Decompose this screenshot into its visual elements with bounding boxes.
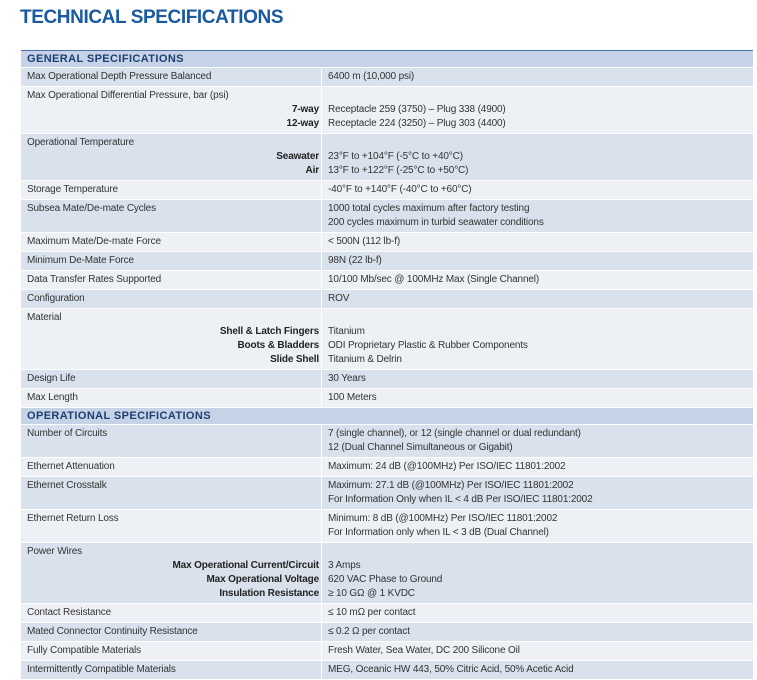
spec-sub-label: Max Operational Voltage: [206, 574, 319, 585]
spec-value-cell: [321, 543, 753, 603]
spec-label-cell: [21, 200, 321, 232]
spec-value: 100 Meters: [328, 392, 377, 403]
spec-sub-label: Max Operational Current/Circuit: [172, 560, 319, 571]
spec-value-cell: [321, 233, 753, 251]
spec-row: [21, 252, 753, 271]
spec-value-cell: [321, 271, 753, 289]
spec-sub-label: Air: [305, 165, 319, 176]
spec-row: [21, 604, 753, 623]
spec-value-cell: [321, 389, 753, 407]
spec-label: Ethernet Attenuation: [27, 461, 115, 472]
spec-label: Design Life: [27, 373, 76, 384]
spec-label: Operational Temperature: [27, 137, 134, 148]
spec-row: [21, 389, 753, 408]
spec-label: Number of Circuits: [27, 428, 108, 439]
spec-row: [21, 87, 753, 134]
spec-value: ≤ 0.2 Ω per contact: [328, 626, 410, 637]
spec-sub-value: Receptacle 259 (3750) – Plug 338 (4900): [328, 104, 506, 115]
spec-row: [21, 290, 753, 309]
spec-label: Power Wires: [27, 546, 83, 557]
spec-value-cell: [321, 425, 753, 457]
spec-label-cell: [21, 252, 321, 270]
spec-row: [21, 642, 753, 661]
spec-label: Max Operational Differential Pressure, bar (psi): [27, 90, 229, 101]
spec-value-cell: [321, 134, 753, 180]
spec-value: ≤ 10 mΩ per contact: [328, 607, 416, 618]
spec-row: [21, 200, 753, 233]
spec-label: Maximum Mate/De-mate Force: [27, 236, 161, 247]
spec-value: Maximum: 24 dB (@100MHz) Per ISO/IEC 11801:2002: [328, 461, 566, 472]
spec-value-cell: [321, 290, 753, 308]
spec-value-cell: [321, 623, 753, 641]
spec-label-cell: [21, 68, 321, 86]
spec-row: [21, 543, 753, 604]
spec-row: [21, 623, 753, 642]
spec-value: 1000 total cycles maximum after factory testing: [328, 203, 530, 214]
spec-label: Minimum De-Mate Force: [27, 255, 134, 266]
spec-label: Configuration: [27, 293, 85, 304]
spec-value-cell: [321, 642, 753, 660]
spec-row: [21, 68, 753, 87]
spec-label: Intermittently Compatible Materials: [27, 664, 176, 675]
spec-value: ROV: [328, 293, 350, 304]
spec-row: [21, 233, 753, 252]
spec-value-cell: [321, 458, 753, 476]
spec-value: -40°F to +140°F (-40°C to +60°C): [328, 184, 472, 195]
spec-label-cell: [21, 604, 321, 622]
spec-label: Subsea Mate/De-mate Cycles: [27, 203, 156, 214]
spec-label: Max Length: [27, 392, 78, 403]
spec-row: [21, 134, 753, 181]
spec-sub-label: 12-way: [286, 118, 319, 129]
spec-row: [21, 661, 753, 680]
spec-sub-label: Boots & Bladders: [237, 340, 319, 351]
spec-sub-value: 620 VAC Phase to Ground: [328, 574, 443, 585]
spec-label-cell: [21, 425, 321, 457]
spec-label: Material: [27, 312, 62, 323]
spec-value: 98N (22 lb-f): [328, 255, 382, 266]
spec-value-cell: [321, 661, 753, 679]
spec-sub-value: Titanium & Delrin: [328, 354, 402, 365]
spec-value-cell: [321, 477, 753, 509]
spec-label-cell: [21, 87, 321, 133]
spec-value-cell: [321, 252, 753, 270]
spec-label-cell: [21, 271, 321, 289]
spec-sub-value: ODI Proprietary Plastic & Rubber Components: [328, 340, 528, 351]
spec-row: [21, 370, 753, 389]
spec-value: 10/100 Mb/sec @ 100MHz Max (Single Channel): [328, 274, 540, 285]
spec-label: Max Operational Depth Pressure Balanced: [27, 71, 212, 82]
spec-row: [21, 309, 753, 370]
spec-value: 30 Years: [328, 373, 366, 384]
spec-value: Minimum: 8 dB (@100MHz) Per ISO/IEC 11801:2002: [328, 513, 558, 524]
spec-sub-value: 13°F to +122°F (-25°C to +50°C): [328, 165, 469, 176]
spec-row: [21, 271, 753, 290]
spec-label-cell: [21, 642, 321, 660]
spec-sub-label: Insulation Resistance: [219, 588, 319, 599]
spec-sub-label: Seawater: [276, 151, 319, 162]
spec-value: 200 cycles maximum in turbid seawater conditions: [328, 217, 544, 228]
spec-value: For Information only when IL < 3 dB (Dual Channel): [328, 527, 549, 538]
spec-value-cell: [321, 309, 753, 369]
spec-row: [21, 425, 753, 458]
spec-sub-label: Slide Shell: [270, 354, 319, 365]
spec-value-cell: [321, 200, 753, 232]
spec-label-cell: [21, 510, 321, 542]
spec-value-cell: [321, 68, 753, 86]
spec-value-cell: [321, 87, 753, 133]
spec-label-cell: [21, 477, 321, 509]
spec-label-cell: [21, 543, 321, 603]
spec-table: [21, 50, 753, 680]
spec-value: Maximum: 27.1 dB (@100MHz) Per ISO/IEC 11801:2002: [328, 480, 574, 491]
spec-row: [21, 458, 753, 477]
spacer-line: [328, 545, 753, 559]
spec-value: MEG, Oceanic HW 443, 50% Citric Acid, 50% Acetic Acid: [328, 664, 574, 675]
spec-value-cell: [321, 181, 753, 199]
spec-sub-label: Shell & Latch Fingers: [219, 326, 319, 337]
spec-value: 12 (Dual Channel Simultaneous or Gigabit): [328, 442, 513, 453]
spec-label-cell: [21, 370, 321, 388]
spec-label: Mated Connector Continuity Resistance: [27, 626, 198, 637]
section-header: OPERATIONAL SPECIFICATIONS: [21, 408, 753, 425]
spec-value-cell: [321, 604, 753, 622]
spec-value: 6400 m (10,000 psi): [328, 71, 415, 82]
spec-row: [21, 477, 753, 510]
spec-sub-label: 7-way: [291, 104, 319, 115]
spacer-line: [328, 136, 753, 150]
spacer-line: [328, 89, 753, 103]
spec-sub-value: Receptacle 224 (3250) – Plug 303 (4400): [328, 118, 506, 129]
spec-label-cell: [21, 458, 321, 476]
spec-value-cell: [321, 510, 753, 542]
spec-label: Contact Resistance: [27, 607, 112, 618]
spec-value: < 500N (112 lb-f): [328, 236, 401, 247]
spec-label-cell: [21, 389, 321, 407]
spec-value-cell: [321, 370, 753, 388]
spec-row: [21, 510, 753, 543]
spec-sub-value: Titanium: [328, 326, 365, 337]
spec-label: Storage Temperature: [27, 184, 118, 195]
spec-label-cell: [21, 233, 321, 251]
spec-label: Ethernet Return Loss: [27, 513, 119, 524]
spec-label-cell: [21, 309, 321, 369]
spec-row: [21, 181, 753, 200]
spec-label-cell: [21, 134, 321, 180]
spec-label-cell: [21, 181, 321, 199]
spec-sub-value: 3 Amps: [328, 560, 361, 571]
spec-value: 7 (single channel), or 12 (single channel or dual redundant): [328, 428, 581, 439]
spec-label-cell: [21, 623, 321, 641]
spec-value: Fresh Water, Sea Water, DC 200 Silicone Oil: [328, 645, 520, 656]
spec-label-cell: [21, 661, 321, 679]
spec-sub-value: ≥ 10 GΩ @ 1 KVDC: [328, 588, 415, 599]
spec-sub-value: 23°F to +104°F (-5°C to +40°C): [328, 151, 463, 162]
page-title: TECHNICAL SPECIFICATIONS: [20, 7, 284, 28]
spec-value: For Information Only when IL < 4 dB Per ISO/IEC 11801:2002: [328, 494, 593, 505]
spec-label: Ethernet Crosstalk: [27, 480, 107, 491]
spacer-line: [328, 311, 753, 325]
spec-label: Fully Compatible Materials: [27, 645, 141, 656]
spec-label: Data Transfer Rates Supported: [27, 274, 162, 285]
section-header: GENERAL SPECIFICATIONS: [21, 51, 753, 68]
spec-label-cell: [21, 290, 321, 308]
